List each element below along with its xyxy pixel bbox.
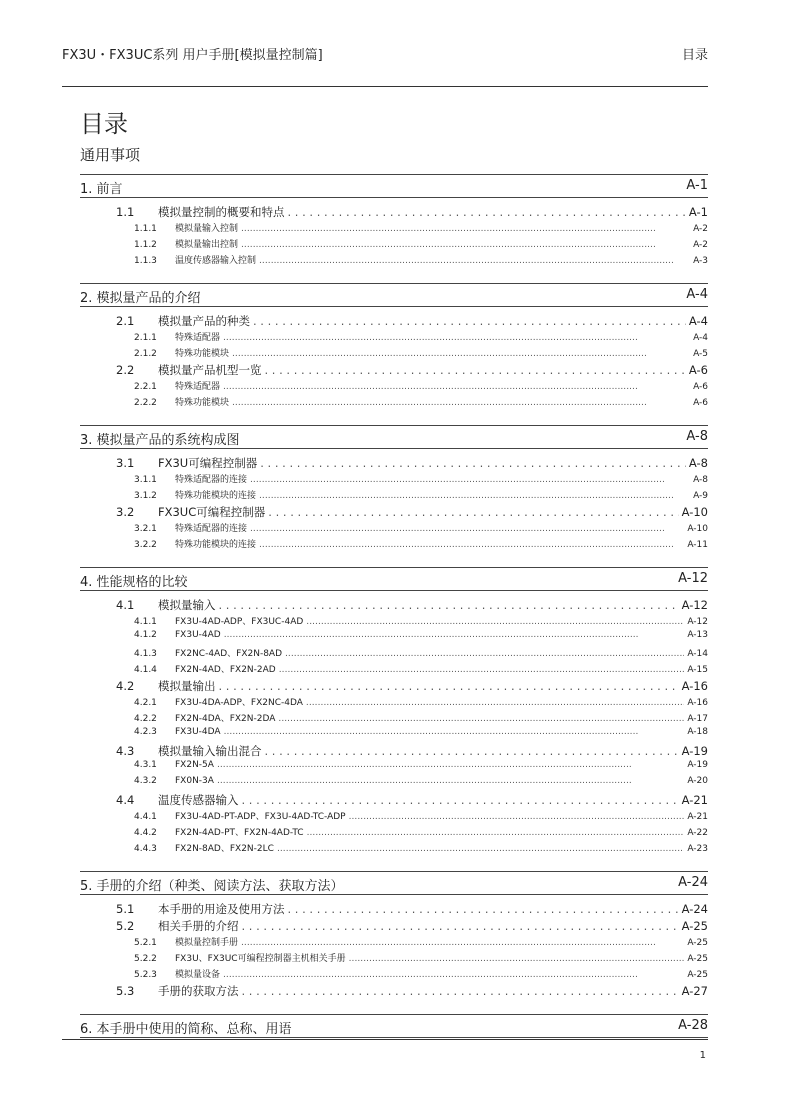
section-title: 1. 前言: [80, 182, 123, 197]
section-title: 5. 手册的介绍（种类、阅读方法、获取方法）: [80, 879, 344, 894]
toc-entry[interactable]: [80, 504, 708, 521]
entry-number: 3.2.2: [134, 540, 157, 550]
entry-title: FX3UC可编程控制器: [158, 505, 266, 519]
dot-leader: [219, 598, 679, 612]
entry-number: 4.2.3: [134, 727, 157, 737]
entry-page: A-6: [693, 382, 708, 392]
toc-entry[interactable]: [80, 362, 708, 379]
dot-leader: [241, 938, 684, 948]
toc-entry[interactable]: [80, 901, 708, 918]
toc-section-heading[interactable]: [80, 174, 708, 198]
entry-number: 4.2: [116, 679, 135, 693]
toc-entry[interactable]: [80, 237, 708, 253]
dot-leader: [223, 333, 690, 343]
entry-number: 2.2.1: [134, 382, 157, 392]
entry-number: 2.1: [116, 314, 135, 328]
entry-number: 4.4.1: [134, 812, 157, 822]
entry-title: 相关手册的介绍: [158, 919, 239, 933]
entry-title: FX3U可编程控制器: [158, 456, 258, 470]
entry-number: 1.1.3: [134, 256, 157, 266]
page-title: 目录: [80, 110, 128, 138]
toc-entry[interactable]: [80, 792, 708, 809]
entry-page: A-1: [688, 205, 708, 219]
entry-page: A-15: [687, 665, 708, 675]
toc-entry[interactable]: [80, 221, 708, 237]
entry-title: 模拟量产品的种类: [158, 314, 250, 328]
entry-number: 5.2.2: [134, 954, 157, 964]
toc-section-heading[interactable]: [80, 425, 708, 449]
entry-number: 1.1.1: [134, 224, 157, 234]
entry-page: A-8: [688, 456, 708, 470]
entry-page: A-21: [681, 793, 708, 807]
entry-title: FX3U-4DA: [175, 727, 221, 737]
page-subtitle: 通用事项: [80, 146, 141, 164]
section-page: A-28: [678, 1018, 708, 1033]
toc-entry[interactable]: [80, 935, 708, 951]
entry-title: 模拟量控制的概要和特点: [158, 205, 285, 219]
entry-title: FX0N-3A: [175, 776, 214, 786]
entry-number: 4.2.2: [134, 714, 157, 724]
toc-entry[interactable]: [80, 521, 708, 537]
section-page: A-24: [678, 875, 708, 890]
entry-title: FX2N-4DA、FX2N-2DA: [175, 714, 276, 724]
dot-leader: [224, 727, 685, 737]
toc-entry[interactable]: [80, 395, 708, 411]
entry-page: A-23: [687, 844, 708, 854]
toc-entry[interactable]: [80, 760, 708, 776]
entry-title: 温度传感器输入: [158, 793, 239, 807]
entry-page: A-25: [687, 970, 708, 980]
section-title: 2. 模拟量产品的介绍: [80, 291, 201, 306]
entry-page: A-2: [693, 224, 708, 234]
spacer: [80, 269, 708, 283]
entry-title: FX3U-4AD-ADP、FX3UC-4AD: [175, 617, 304, 627]
dot-leader: [242, 919, 679, 933]
dot-leader: [288, 205, 686, 219]
entry-title: 模拟量控制手册: [175, 938, 239, 948]
entry-number: 2.2.2: [134, 398, 157, 408]
entry-page: A-17: [687, 714, 708, 724]
dot-leader: [232, 398, 690, 408]
entry-title: FX2N-4AD、FX2N-2AD: [175, 665, 276, 675]
dot-leader: [279, 665, 685, 675]
entry-page: A-4: [693, 333, 708, 343]
entry-title: FX2N-4AD-PT、FX2N-4AD-TC: [175, 828, 304, 838]
toc-entry[interactable]: [80, 727, 708, 743]
entry-title: 模拟量输入控制: [175, 224, 239, 234]
toc-entry[interactable]: [80, 646, 708, 662]
entry-page: A-16: [681, 679, 708, 693]
entry-number: 4.4.3: [134, 844, 157, 854]
entry-page: A-18: [687, 727, 708, 737]
entry-number: 2.2: [116, 363, 135, 377]
entry-number: 4.1.1: [134, 617, 157, 627]
entry-page: A-12: [687, 617, 708, 627]
section-title: 3. 模拟量产品的系统构成图: [80, 433, 240, 448]
dot-leader: [307, 828, 685, 838]
entry-title: 模拟量输出: [158, 679, 216, 693]
entry-title: 特殊功能模块的连接: [175, 491, 257, 501]
running-header: [62, 44, 708, 64]
entry-page: A-27: [681, 984, 708, 998]
toc-entry[interactable]: [80, 967, 708, 983]
toc-section-heading[interactable]: [80, 283, 708, 307]
toc-entry[interactable]: [80, 662, 708, 678]
dot-leader: [259, 540, 684, 550]
entry-page: A-11: [687, 540, 708, 550]
dot-leader: [288, 902, 679, 916]
entry-title: 特殊功能模块: [175, 398, 230, 408]
dot-leader: [217, 760, 684, 770]
toc-entry[interactable]: [80, 841, 708, 857]
entry-title: 特殊功能模块: [175, 349, 230, 359]
toc-entry[interactable]: [80, 918, 708, 935]
spacer: [80, 411, 708, 425]
entry-number: 4.3.1: [134, 760, 157, 770]
entry-title: 本手册的用途及使用方法: [158, 902, 285, 916]
entry-page: A-8: [693, 475, 708, 485]
entry-title: 特殊功能模块的连接: [175, 540, 257, 550]
dot-leader: [265, 363, 686, 377]
section-page: A-1: [686, 178, 708, 193]
entry-page: A-12: [681, 598, 708, 612]
entry-title: 手册的获取方法: [158, 984, 239, 998]
entry-title: 特殊适配器: [175, 333, 221, 343]
entry-page: A-10: [681, 505, 708, 519]
entry-number: 5.1: [116, 902, 135, 916]
entry-title: 模拟量设备: [175, 970, 221, 980]
spacer: [80, 553, 708, 567]
entry-title: 模拟量输入: [158, 598, 216, 612]
entry-number: 5.2.3: [134, 970, 157, 980]
entry-title: FX2N-5A: [175, 760, 214, 770]
dot-leader: [265, 744, 679, 758]
entry-title: FX3U-4DA-ADP、FX2NC-4DA: [175, 698, 303, 708]
toc-entry[interactable]: [80, 951, 708, 967]
toc-entry[interactable]: [80, 537, 708, 553]
entry-title: 模拟量输入输出混合: [158, 744, 262, 758]
entry-page: A-14: [687, 649, 708, 659]
toc-entry[interactable]: [80, 983, 708, 1000]
entry-title: FX3U、FX3UC可编程控制器主机相关手册: [175, 954, 346, 964]
entry-number: 4.4: [116, 793, 135, 807]
entry-number: 2.1.1: [134, 333, 157, 343]
entry-title: 模拟量输出控制: [175, 240, 239, 250]
toc-entry[interactable]: [80, 472, 708, 488]
toc-section-heading[interactable]: [80, 1014, 708, 1038]
entry-number: 2.1.2: [134, 349, 157, 359]
dot-leader: [260, 456, 686, 470]
dot-leader: [250, 524, 684, 534]
toc-section-heading[interactable]: [80, 567, 708, 591]
dot-leader: [253, 314, 686, 328]
entry-number: 5.2.1: [134, 938, 157, 948]
dot-leader: [223, 970, 684, 980]
toc-entry[interactable]: [80, 346, 708, 362]
entry-number: 5.2: [116, 919, 135, 933]
entry-number: 3.2: [116, 505, 135, 519]
entry-page: A-25: [681, 919, 708, 933]
entry-page: A-16: [687, 698, 708, 708]
dot-leader: [223, 382, 690, 392]
entry-title: FX3U-4AD: [175, 630, 221, 640]
entry-page: A-9: [693, 491, 708, 501]
toc-entry[interactable]: [80, 630, 708, 646]
entry-page: A-22: [687, 828, 708, 838]
dot-leader: [250, 475, 690, 485]
toc-entry[interactable]: [80, 204, 708, 221]
toc-entry[interactable]: [80, 597, 708, 614]
entry-number: 4.3: [116, 744, 135, 758]
dot-leader: [285, 649, 684, 659]
entry-page: A-25: [687, 938, 708, 948]
entry-number: 4.1.4: [134, 665, 157, 675]
dot-leader: [224, 630, 685, 640]
entry-page: A-3: [693, 256, 708, 266]
toc-entry[interactable]: [80, 379, 708, 395]
entry-number: 5.3: [116, 984, 135, 998]
toc-entry[interactable]: [80, 253, 708, 269]
dot-leader: [219, 679, 679, 693]
dot-leader: [277, 844, 684, 854]
header-section: 目录: [681, 48, 708, 63]
entry-page: A-20: [687, 776, 708, 786]
toc-entry[interactable]: [80, 313, 708, 330]
toc-entry[interactable]: [80, 743, 708, 760]
entry-number: 1.1: [116, 205, 135, 219]
section-page: A-12: [678, 571, 708, 586]
entry-title: 温度传感器输入控制: [175, 256, 257, 266]
footer-divider: [62, 1039, 708, 1040]
header-title: FX3U・FX3UC系列 用户手册[模拟量控制篇]: [62, 48, 323, 63]
entry-page: A-21: [687, 812, 708, 822]
toc-entry[interactable]: [80, 678, 708, 695]
section-title: 6. 本手册中使用的简称、总称、用语: [80, 1022, 292, 1037]
entry-number: 4.1.2: [134, 630, 157, 640]
dot-leader: [259, 491, 690, 501]
entry-title: FX2N-8AD、FX2N-2LC: [175, 844, 274, 854]
entry-number: 4.2.1: [134, 698, 157, 708]
entry-number: 4.1: [116, 598, 135, 612]
section-title: 4. 性能规格的比较: [80, 575, 188, 590]
dot-leader: [278, 714, 684, 724]
dot-leader: [349, 954, 685, 964]
dot-leader: [306, 617, 684, 627]
dot-leader: [268, 505, 678, 519]
dot-leader: [241, 240, 690, 250]
entry-title: 特殊适配器的连接: [175, 524, 248, 534]
toc-entry[interactable]: [80, 825, 708, 841]
entry-number: 4.3.2: [134, 776, 157, 786]
toc-section-heading[interactable]: [80, 871, 708, 895]
entry-page: A-25: [687, 954, 708, 964]
entry-page: A-2: [693, 240, 708, 250]
entry-page: A-13: [687, 630, 708, 640]
section-page: A-8: [686, 429, 708, 444]
entry-number: 4.1.3: [134, 649, 157, 659]
toc-entry[interactable]: [80, 614, 708, 630]
entry-title: 特殊适配器: [175, 382, 221, 392]
dot-leader: [232, 349, 690, 359]
dot-leader: [217, 776, 684, 786]
dot-leader: [259, 256, 690, 266]
header-divider: [62, 86, 708, 87]
entry-page: A-24: [681, 902, 708, 916]
spacer: [80, 857, 708, 871]
toc-entry[interactable]: [80, 330, 708, 346]
entry-title: FX2NC-4AD、FX2N-8AD: [175, 649, 283, 659]
entry-number: 3.1.1: [134, 475, 157, 485]
entry-title: 特殊适配器的连接: [175, 475, 248, 485]
dot-leader: [241, 224, 690, 234]
entry-page: A-5: [693, 349, 708, 359]
entry-page: A-6: [688, 363, 708, 377]
section-page: A-4: [686, 287, 708, 302]
dot-leader: [242, 984, 679, 998]
entry-page: A-19: [681, 744, 708, 758]
dot-leader: [349, 812, 685, 822]
entry-number: 3.1.2: [134, 491, 157, 501]
toc-entry[interactable]: [80, 455, 708, 472]
entry-page: A-6: [693, 398, 708, 408]
toc-entry[interactable]: [80, 809, 708, 825]
spacer: [80, 1000, 708, 1014]
toc-entry[interactable]: [80, 488, 708, 504]
toc-entry[interactable]: [80, 695, 708, 711]
entry-number: 3.1: [116, 456, 135, 470]
toc-entry[interactable]: [80, 711, 708, 727]
entry-number: 4.4.2: [134, 828, 157, 838]
entry-page: A-10: [687, 524, 708, 534]
entry-title: 模拟量产品机型一览: [158, 363, 262, 377]
page-number: 1: [699, 1050, 706, 1061]
entry-title: FX3U-4AD-PT-ADP、FX3U-4AD-TC-ADP: [175, 812, 346, 822]
dot-leader: [306, 698, 684, 708]
dot-leader: [242, 793, 679, 807]
entry-page: A-19: [687, 760, 708, 770]
entry-number: 3.2.1: [134, 524, 157, 534]
table-of-contents: [80, 174, 708, 1038]
entry-page: A-4: [688, 314, 708, 328]
toc-entry[interactable]: [80, 776, 708, 792]
entry-number: 1.1.2: [134, 240, 157, 250]
